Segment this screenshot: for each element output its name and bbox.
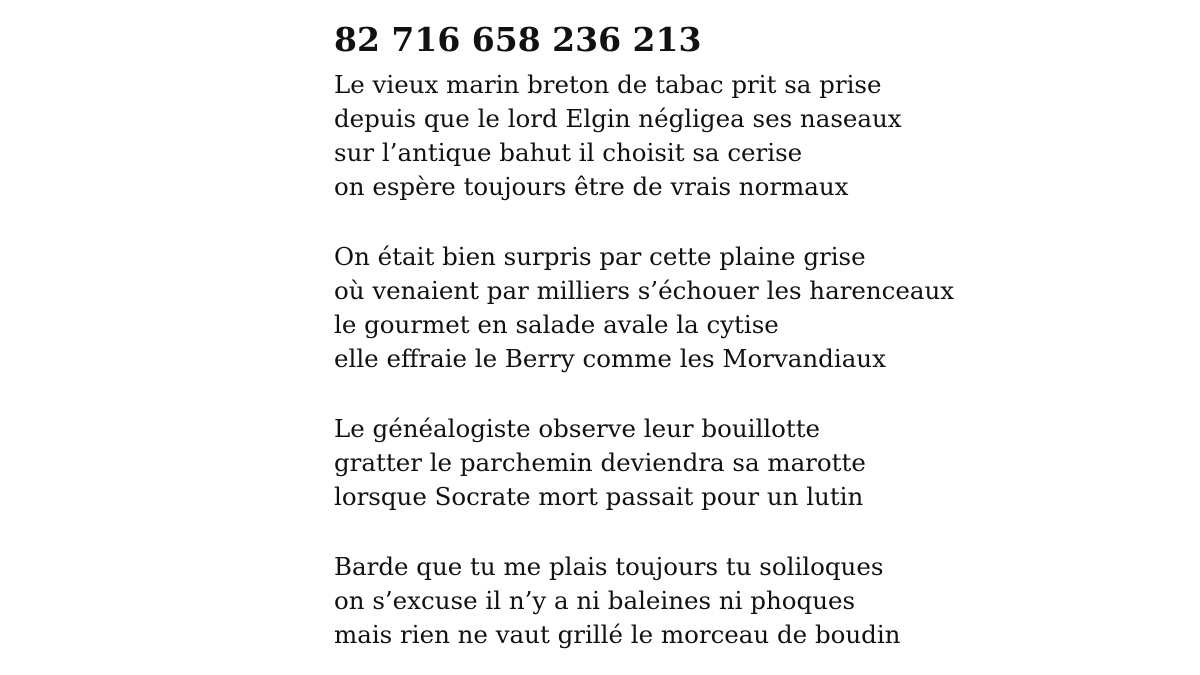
verse-line: Le généalogiste observe leur bouillotte [334, 414, 821, 443]
verse-line: On était bien surpris par cette plaine grise [334, 242, 866, 271]
verse-line: gratter le parchemin deviendra sa marotte [334, 448, 866, 477]
stanza-1 [334, 68, 1174, 204]
verse-line: on s’excuse il n’y a ni baleines ni phoques [334, 586, 856, 615]
verse-line: mais rien ne vaut grillé le morceau de boudin [334, 620, 901, 649]
poem [334, 18, 1174, 652]
verse-line: Le vieux marin breton de tabac prit sa prise [334, 70, 882, 99]
poem-title: 82 716 658 236 213 [334, 20, 702, 59]
stanza-2 [334, 240, 1174, 376]
verse-line: elle effraie le Berry comme les Morvandiaux [334, 344, 886, 373]
verse-line: où venaient par milliers s’échouer les harenceaux [334, 276, 955, 305]
verse-line: lorsque Socrate mort passait pour un lutin [334, 482, 864, 511]
verse-line: le gourmet en salade avale la cytise [334, 310, 779, 339]
verse-line: on espère toujours être de vrais normaux [334, 172, 849, 201]
stanza-4 [334, 550, 1174, 652]
verse-line: sur l’antique bahut il choisit sa cerise [334, 138, 803, 167]
verse-line: Barde que tu me plais toujours tu soliloques [334, 552, 884, 581]
stanza-3 [334, 412, 1174, 514]
verse-line: depuis que le lord Elgin négligea ses naseaux [334, 104, 902, 133]
